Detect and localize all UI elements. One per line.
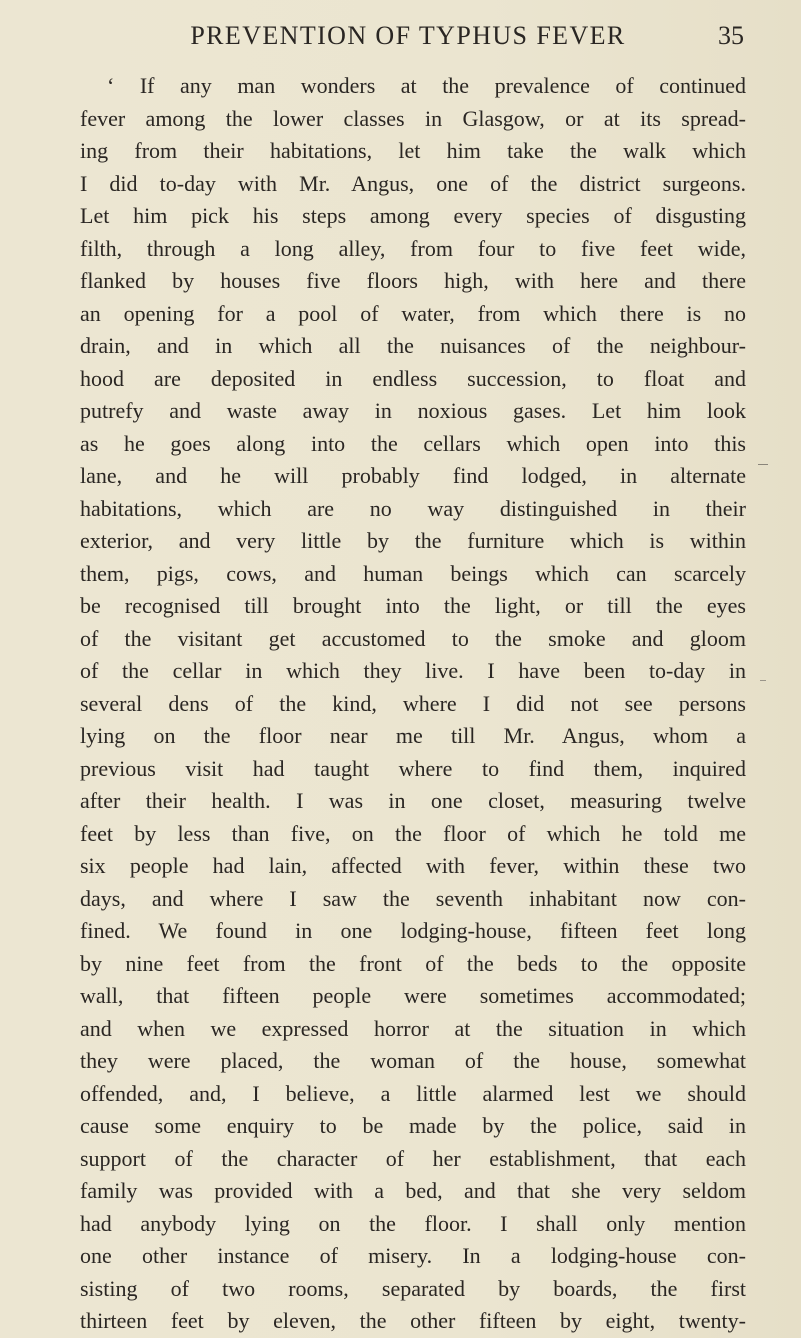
text-line: fined. We found in one lodging-house, fifteen feet long (80, 918, 746, 943)
text-line: sisting of two rooms, separated by boards, the first (80, 1275, 746, 1301)
text-line: and when we expressed horror at the situation in which (80, 1015, 746, 1041)
text-line: ‘ If any man wonders at the prevalence of continued (107, 73, 746, 98)
text-line: be recognised till brought into the light, or till the eyes (80, 593, 746, 618)
text-line: by nine feet from the front of the beds to the opposite (80, 950, 746, 976)
text-line: six people had lain, affected with fever, within these two (80, 853, 746, 878)
margin-mark (760, 680, 766, 681)
running-title: PREVENTION OF TYPHUS FEVER (190, 21, 626, 50)
text-line: lane, and he will probably find lodged, in alternate (80, 463, 746, 488)
text-line: had anybody lying on the floor. I shall only mention (80, 1210, 746, 1236)
text-line: feet by less than five, on the floor of which he told me (80, 820, 746, 846)
text-line: family was provided with a bed, and that she very seldom (80, 1178, 746, 1203)
text-line: of the cellar in which they live. I have been to-day in (80, 658, 746, 683)
text-line: one other instance of misery. In a lodging-house con- (80, 1243, 746, 1268)
text-line: cause some enquiry to be made by the police, said in (80, 1113, 746, 1138)
text-line: offended, and, I believe, a little alarmed lest we should (80, 1080, 746, 1106)
text-line: as he goes along into the cellars which open into this (80, 430, 746, 456)
text-line: of the visitant get accustomed to the smoke and gloom (80, 625, 746, 651)
text-line: several dens of the kind, where I did not see persons (80, 690, 746, 716)
text-line: support of the character of her establishment, that each (80, 1145, 746, 1171)
text-line: they were placed, the woman of the house, somewhat (80, 1048, 746, 1073)
text-line: lying on the floor near me till Mr. Angus, whom a (80, 723, 746, 748)
text-line: days, and where I saw the seventh inhabitant now con- (80, 885, 746, 911)
text-line: ing from their habitations, let him take the walk which (80, 138, 746, 163)
text-line: exterior, and very little by the furniture which is within (80, 528, 746, 553)
text-line: an opening for a pool of water, from which there is no (80, 300, 746, 326)
margin-mark (758, 464, 768, 465)
text-line: previous visit had taught where to find them, inquired (80, 755, 746, 781)
text-line: them, pigs, cows, and human beings which can scarcely (80, 560, 746, 586)
text-line: putrefy and waste away in noxious gases. Let him look (80, 398, 746, 423)
text-line: hood are deposited in endless succession, to float and (80, 365, 746, 391)
text-line: Let him pick his steps among every species of disgusting (80, 203, 746, 228)
text-line: filth, through a long alley, from four to five feet wide, (80, 235, 746, 261)
text-line: thirteen feet by eleven, the other fifteen by eight, twenty- (80, 1308, 746, 1333)
text-line: wall, that fifteen people were sometimes accommodated; (80, 983, 746, 1008)
running-head (0, 16, 801, 56)
text-line: after their health. I was in one closet, measuring twelve (80, 788, 746, 813)
text-line: habitations, which are no way distinguished in their (80, 495, 746, 521)
page-number: 35 (718, 21, 744, 50)
text-line: I did to-day with Mr. Angus, one of the district surgeons. (80, 170, 746, 196)
text-line: fever among the lower classes in Glasgow, or at its spread- (80, 105, 746, 131)
text-line: flanked by houses five floors high, with here and there (80, 268, 746, 293)
text-line: drain, and in which all the nuisances of the neighbour- (80, 333, 746, 358)
body-text (80, 70, 746, 1338)
